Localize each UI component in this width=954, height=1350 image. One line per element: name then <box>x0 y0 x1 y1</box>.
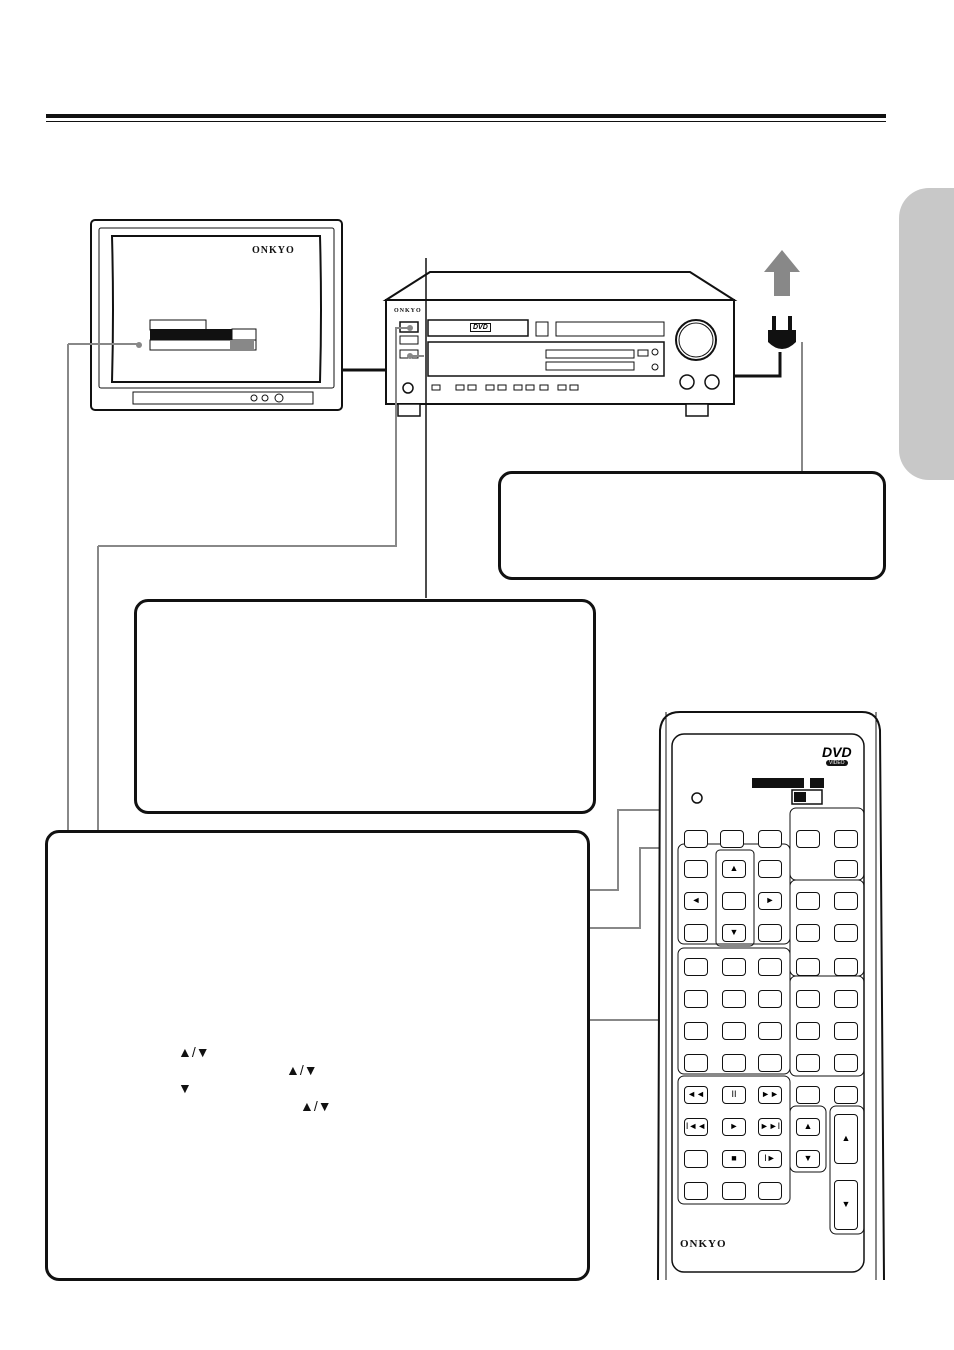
player-disc-logo: DVD <box>470 323 491 332</box>
remote-button[interactable] <box>834 860 858 878</box>
remote-large-down-button[interactable]: ▼ <box>834 1180 858 1230</box>
remote-button[interactable] <box>722 958 746 976</box>
remote-button[interactable] <box>758 958 782 976</box>
remote-down-small-button[interactable]: ▼ <box>796 1150 820 1168</box>
remote-up-small-button[interactable]: ▲ <box>796 1118 820 1136</box>
tv-set <box>91 220 342 410</box>
remote-down-button[interactable]: ▼ <box>722 924 746 942</box>
remote-button[interactable] <box>834 1054 858 1072</box>
remote-button[interactable] <box>758 1182 782 1200</box>
remote-button[interactable] <box>684 924 708 942</box>
remote-button[interactable] <box>722 1054 746 1072</box>
remote-button[interactable] <box>758 830 782 848</box>
remote-up-button[interactable]: ▲ <box>722 860 746 878</box>
remote-dvd-logo: DVD <box>822 744 852 760</box>
power-plug-icon <box>768 316 796 349</box>
remote-button[interactable] <box>796 990 820 1008</box>
remote-button[interactable] <box>758 924 782 942</box>
remote-button[interactable] <box>684 830 708 848</box>
callout-power <box>498 471 886 580</box>
remote-left-button[interactable]: ◄ <box>684 892 708 910</box>
up-arrow-icon <box>764 250 800 296</box>
callout-display <box>134 599 596 814</box>
remote-stop-button[interactable]: ■ <box>722 1150 746 1168</box>
remote-button[interactable] <box>722 1182 746 1200</box>
arrow-pair-1: ▲/▼ <box>178 1044 210 1060</box>
remote-large-up-button[interactable]: ▲ <box>834 1114 858 1164</box>
remote-button[interactable] <box>834 958 858 976</box>
remote-pause-button[interactable]: II <box>722 1086 746 1104</box>
remote-next-button[interactable]: ►►I <box>758 1118 782 1136</box>
remote-button[interactable] <box>796 830 820 848</box>
remote-button[interactable] <box>684 990 708 1008</box>
remote-button[interactable] <box>834 892 858 910</box>
callout-setup <box>45 830 590 1281</box>
remote-button[interactable] <box>758 860 782 878</box>
remote-button[interactable] <box>684 1022 708 1040</box>
remote-button[interactable] <box>684 1150 708 1168</box>
remote-button[interactable] <box>834 1022 858 1040</box>
remote-button[interactable] <box>834 924 858 942</box>
remote-brand-label: ONKYO <box>680 1238 727 1250</box>
remote-button[interactable] <box>722 990 746 1008</box>
remote-button[interactable] <box>834 990 858 1008</box>
remote-button[interactable] <box>834 830 858 848</box>
tv-brand-label: ONKYO <box>252 245 295 256</box>
arrow-pair-2: ▲/▼ <box>286 1062 318 1078</box>
remote-button[interactable] <box>758 1022 782 1040</box>
dvd-player <box>386 272 734 416</box>
remote-button[interactable] <box>834 1086 858 1104</box>
remote-previous-button[interactable]: I◄◄ <box>684 1118 708 1136</box>
remote-button[interactable] <box>758 990 782 1008</box>
remote-button[interactable] <box>796 1086 820 1104</box>
arrow-single: ▼ <box>178 1080 192 1096</box>
remote-step-button[interactable]: I► <box>758 1150 782 1168</box>
remote-fast-forward-button[interactable]: ►► <box>758 1086 782 1104</box>
remote-button[interactable] <box>720 830 744 848</box>
remote-right-button[interactable]: ► <box>758 892 782 910</box>
remote-button[interactable] <box>796 958 820 976</box>
remote-rewind-button[interactable]: ◄◄ <box>684 1086 708 1104</box>
remote-button[interactable] <box>684 860 708 878</box>
remote-button[interactable] <box>684 1182 708 1200</box>
remote-button[interactable] <box>684 1054 708 1072</box>
remote-enter-button[interactable] <box>722 892 746 910</box>
remote-button[interactable] <box>796 1054 820 1072</box>
remote-button[interactable] <box>758 1054 782 1072</box>
remote-button[interactable] <box>796 892 820 910</box>
remote-button[interactable] <box>684 958 708 976</box>
remote-video-badge: VIDEO <box>826 760 848 766</box>
remote-button[interactable] <box>722 1022 746 1040</box>
arrow-pair-3: ▲/▼ <box>300 1098 332 1114</box>
remote-play-button[interactable]: ► <box>722 1118 746 1136</box>
remote-button[interactable] <box>796 1022 820 1040</box>
remote-button[interactable] <box>796 924 820 942</box>
player-brand-label: ONKYO <box>394 308 422 314</box>
